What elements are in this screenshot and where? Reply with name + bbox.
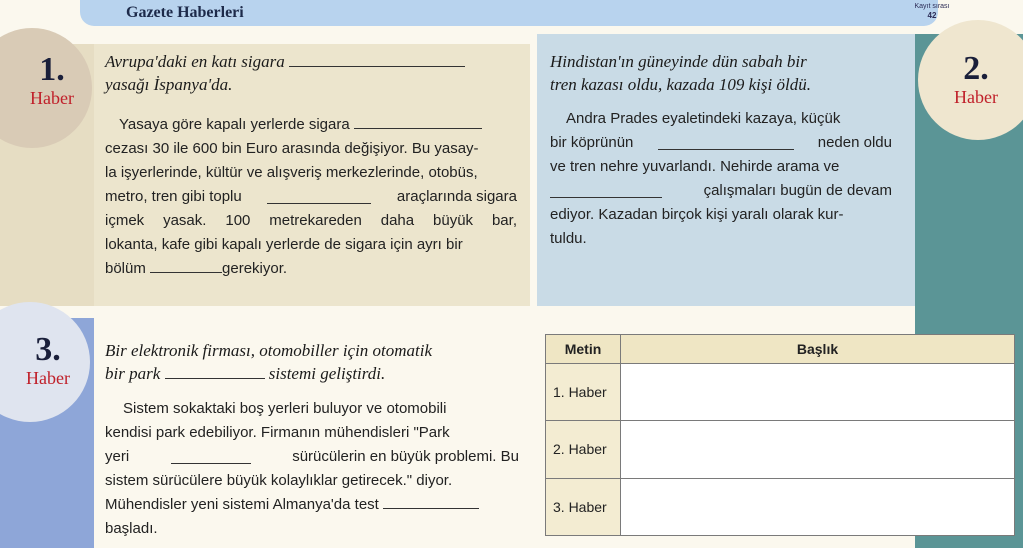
news1-body-line5: içmek yasak. 100 metrekareden daha büyük bar, xyxy=(105,212,517,229)
news3-blank-1 xyxy=(171,463,251,464)
news3-body-line3a: yeri xyxy=(105,448,130,465)
record-number-value: 42 xyxy=(927,11,937,20)
table-header-metin: Metin xyxy=(546,335,621,364)
news1-body-line4a: metro, tren gibi toplu xyxy=(105,188,242,205)
news1-body-line6: lokanta, kafe gibi kapalı yerlerde de sigara için ayrı bir xyxy=(105,236,463,253)
news3-label: Haber xyxy=(26,368,70,388)
news1-headline xyxy=(105,50,525,96)
news2-number: 2. xyxy=(963,50,989,87)
title-input-3[interactable] xyxy=(621,478,1015,535)
news1-blank-2 xyxy=(267,203,371,204)
table-row-label: 2. Haber xyxy=(546,421,621,478)
news2-body-line3: ve tren nehre yuvarlandı. Nehirde arama ve xyxy=(550,158,840,175)
news1-body-line7a: bölüm xyxy=(105,260,146,277)
news1-headline-line1: Avrupa'daki en katı sigara xyxy=(105,52,285,71)
news1-body-line7b: gerekiyor. xyxy=(222,260,288,277)
news1-body-line4b: araçlarında sigara xyxy=(396,188,517,205)
record-number xyxy=(914,2,950,20)
news1-blank-1 xyxy=(354,128,482,129)
news2-body xyxy=(550,107,892,251)
news1-headline-line2: yasağı İspanya'da. xyxy=(105,75,233,94)
news3-body-line3b: sürücülerin en büyük problemi. Bu xyxy=(292,448,519,465)
news3-headline xyxy=(105,339,535,385)
news1-body-line2: cezası 30 ile 600 bin Euro arasında değişiyor. Bu yasay- xyxy=(105,140,479,157)
news3-headline-blank xyxy=(165,378,265,379)
news3-headline-line1: Bir elektronik firması, otomobiller için otomatik xyxy=(105,341,433,360)
news3-headline-line2a: bir park xyxy=(105,364,161,383)
news2-body-line5: ediyor. Kazadan birçok kişi yaralı olarak kur- xyxy=(550,206,844,223)
news2-headline-line2: tren kazası oldu, kazada 109 kişi öldü. xyxy=(550,75,811,94)
news3-body-line5: Mühendisler yeni sistemi Almanya'da test xyxy=(105,496,379,513)
title-input-1[interactable] xyxy=(621,364,1015,421)
news1-headline-blank xyxy=(289,66,465,67)
news3-body-line6: başladı. xyxy=(105,520,158,537)
news2-body-line4: çalışmaları bugün de devam xyxy=(703,182,892,199)
news2-body-line2a: bir köprünün xyxy=(550,134,634,151)
news2-headline-line1: Hindistan'ın güneyinde dün sabah bir xyxy=(550,52,807,71)
news2-label: Haber xyxy=(954,87,998,107)
news3-body-line2: kendisi park edebiliyor. Firmanın mühendisleri "Park xyxy=(105,424,450,441)
page-title: Gazete Haberleri xyxy=(126,4,244,21)
news3-body-line4: sistem sürücülere büyük kolaylıklar getirecek." diyor. xyxy=(105,472,453,489)
title-input-2[interactable] xyxy=(621,421,1015,478)
news3-blank-2 xyxy=(383,508,479,509)
news3-number: 3. xyxy=(35,331,61,368)
news2-blank-1 xyxy=(658,149,794,150)
table-row xyxy=(546,478,1015,535)
table-row xyxy=(546,421,1015,478)
news1-label: Haber xyxy=(30,88,74,108)
news3-body-line1: Sistem sokaktaki boş yerleri buluyor ve otomobili xyxy=(123,400,447,417)
news1-body-line3: la işyerlerinde, kültür ve alışveriş merkezlerinde, otobüs, xyxy=(105,164,478,181)
news2-body-line2b: neden oldu xyxy=(817,134,892,151)
record-number-label: Kayıt sırası xyxy=(914,3,950,10)
news2-blank-2 xyxy=(550,197,662,198)
news3-headline-line2b: sistemi geliştirdi. xyxy=(268,364,386,383)
table-row-label: 1. Haber xyxy=(546,364,621,421)
news3-body xyxy=(105,397,519,541)
news1-body xyxy=(105,113,517,281)
news2-headline xyxy=(550,50,910,96)
table-row xyxy=(546,364,1015,421)
news1-body-line1: Yasaya göre kapalı yerlerde sigara xyxy=(119,116,350,133)
news2-body-line6: tuldu. xyxy=(550,230,587,247)
table-header-baslik: Başlık xyxy=(621,335,1015,364)
news1-number: 1. xyxy=(39,51,65,88)
answer-table xyxy=(545,334,1015,536)
table-row-label: 3. Haber xyxy=(546,478,621,535)
news2-body-line1: Andra Prades eyaletindeki kazaya, küçük xyxy=(566,110,841,127)
news1-blank-3 xyxy=(150,272,222,273)
